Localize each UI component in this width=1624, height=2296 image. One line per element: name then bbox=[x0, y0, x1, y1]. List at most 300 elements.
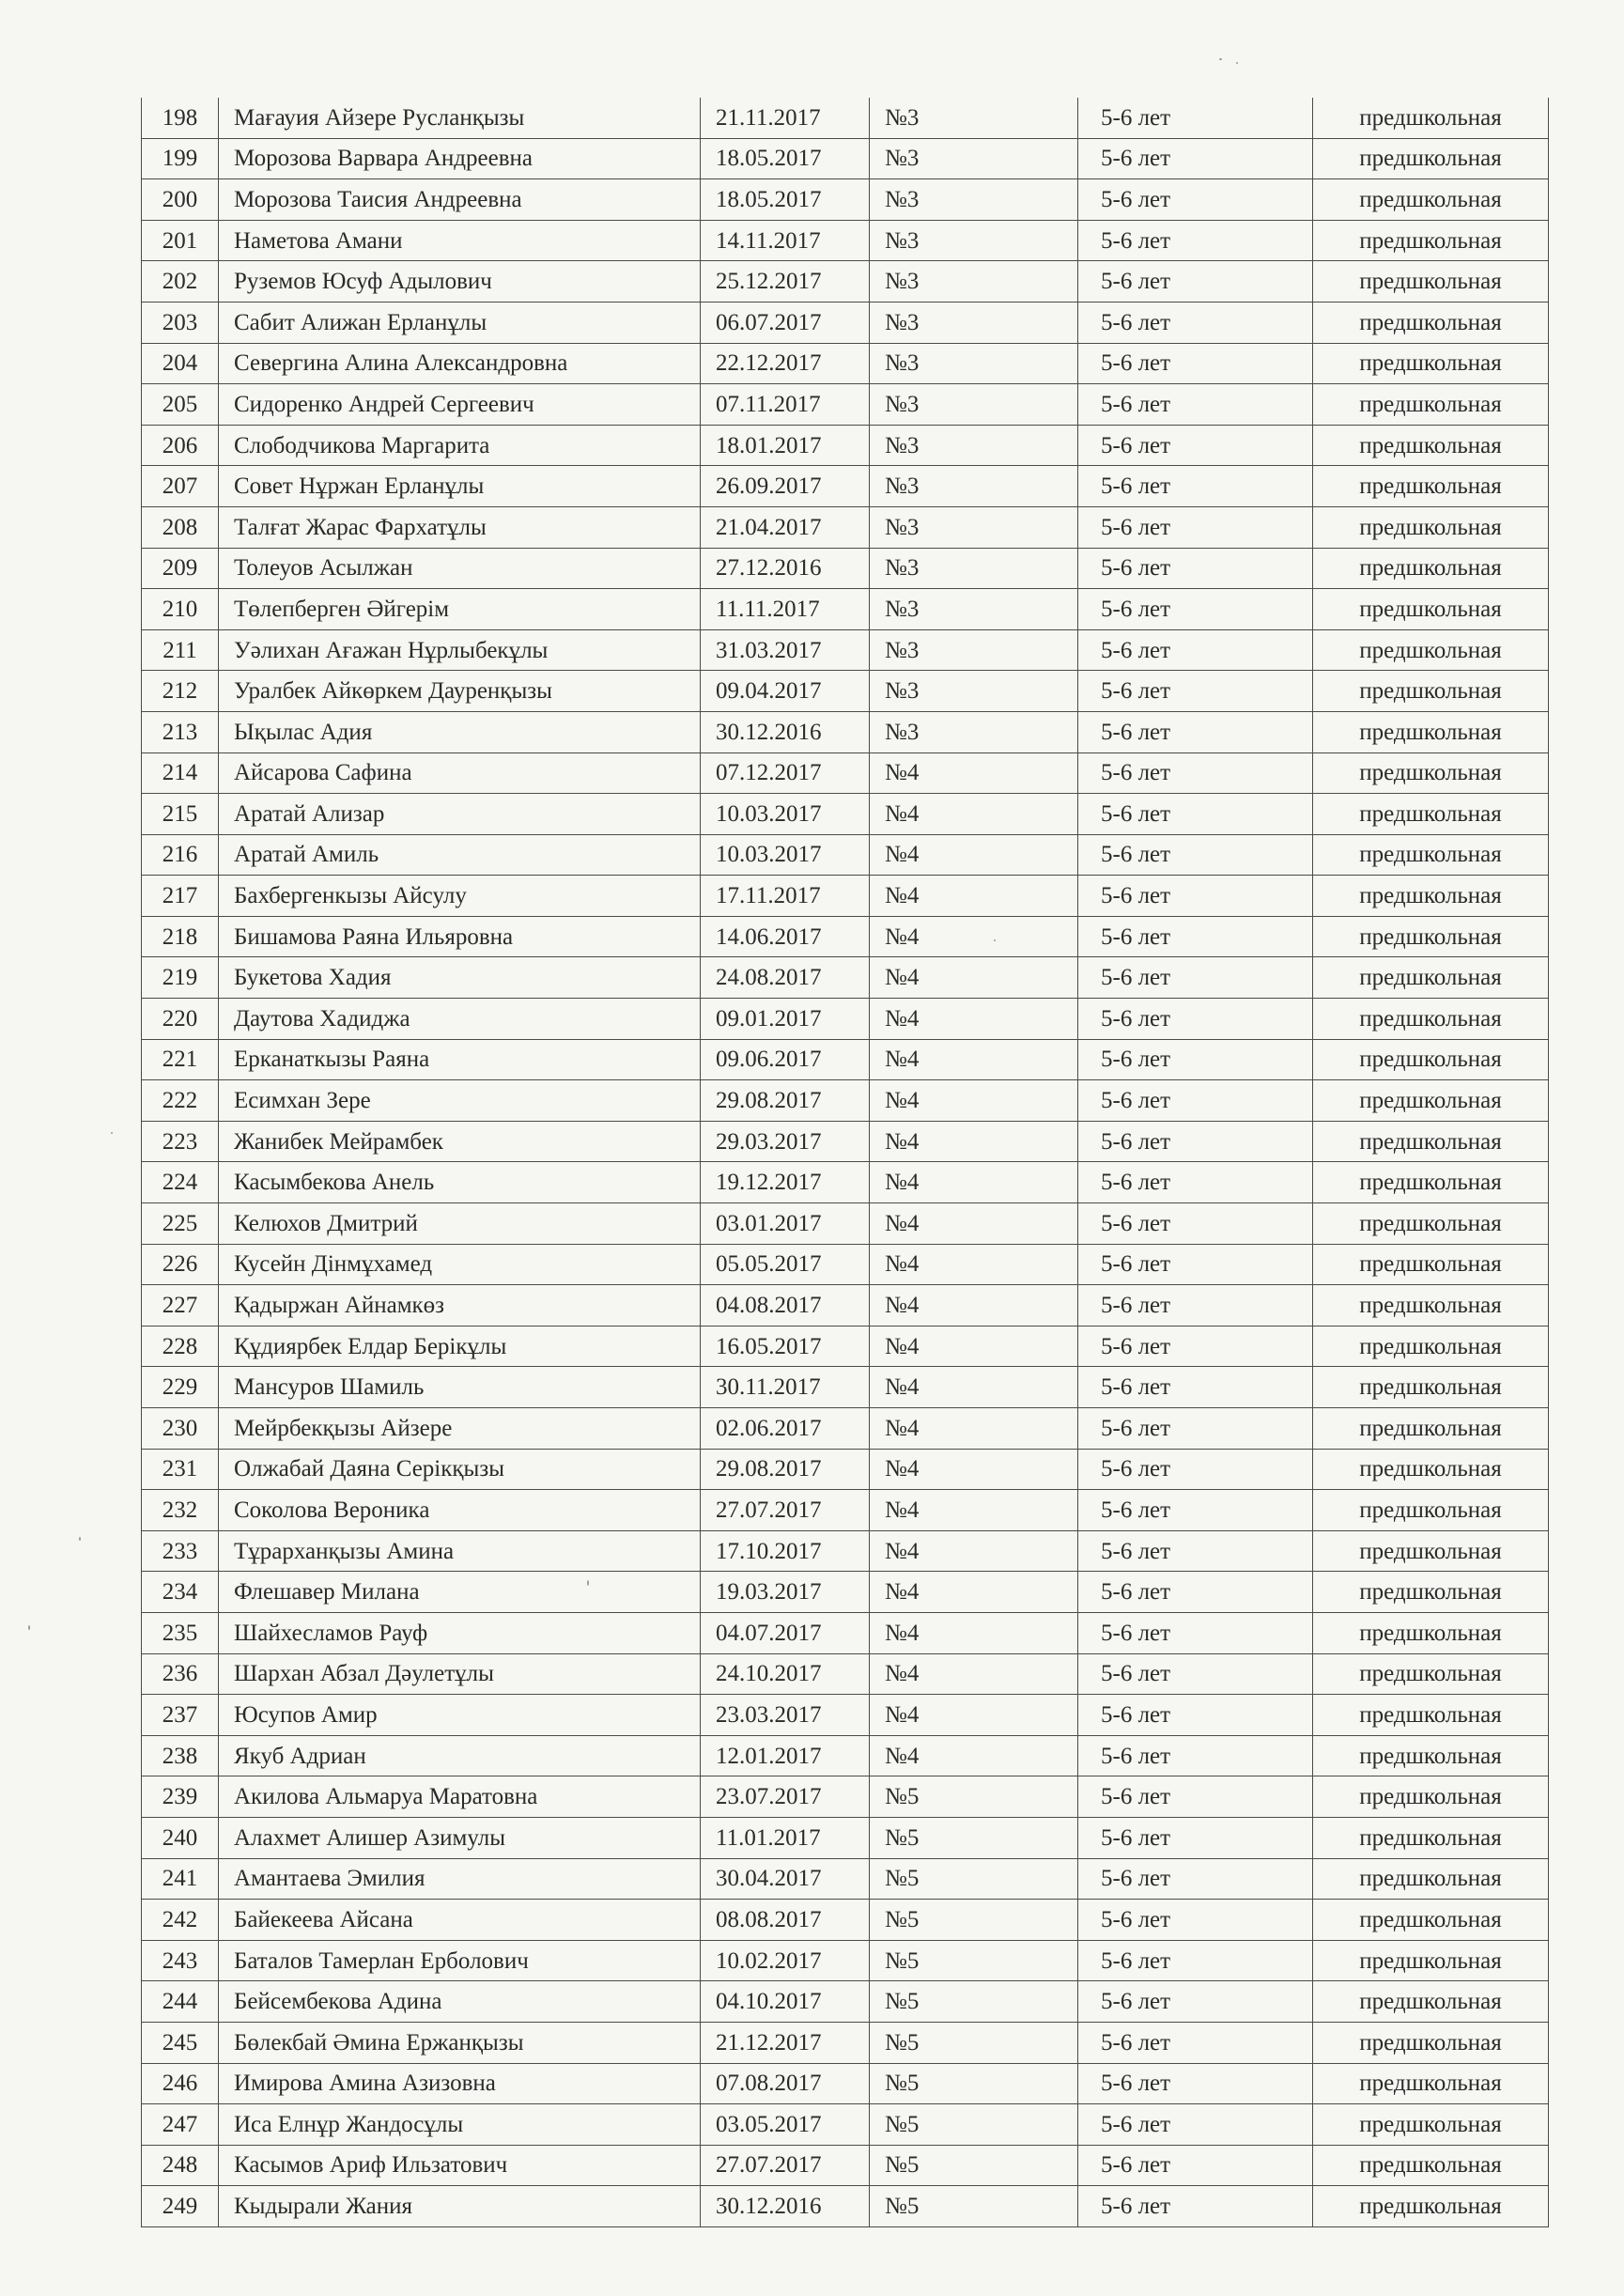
scan-speck bbox=[79, 1537, 81, 1541]
birth-date-cell: 09.04.2017 bbox=[701, 671, 870, 712]
table-row bbox=[142, 1900, 1549, 1941]
child-name-cell: Флешавер Милана bbox=[219, 1572, 701, 1613]
birth-date-cell: 21.11.2017 bbox=[701, 98, 870, 138]
age-range-cell: 5-6 лет bbox=[1078, 1039, 1313, 1080]
birth-date-cell: 03.01.2017 bbox=[701, 1203, 870, 1245]
age-range-cell: 5-6 лет bbox=[1078, 1080, 1313, 1122]
birth-date-cell: 10.03.2017 bbox=[701, 794, 870, 835]
child-name-cell: Шайхесламов Рауф bbox=[219, 1612, 701, 1653]
age-range-cell: 5-6 лет bbox=[1078, 1244, 1313, 1285]
group-type-cell: предшкольная bbox=[1313, 220, 1549, 261]
group-number-cell: №4 bbox=[870, 1449, 1078, 1490]
child-name-cell: Уәлихан Ағажан Нұрлыбекұлы bbox=[219, 629, 701, 671]
row-number-cell: 211 bbox=[142, 629, 219, 671]
child-name-cell: Уралбек Айкөркем Дауренқызы bbox=[219, 671, 701, 712]
birth-date-cell: 30.11.2017 bbox=[701, 1367, 870, 1408]
group-type-cell: предшкольная bbox=[1313, 1490, 1549, 1531]
row-number-cell: 203 bbox=[142, 302, 219, 343]
table-row bbox=[142, 1449, 1549, 1490]
child-name-cell: Мағауия Айзере Русланқызы bbox=[219, 98, 701, 138]
age-range-cell: 5-6 лет bbox=[1078, 1817, 1313, 1858]
age-range-cell: 5-6 лет bbox=[1078, 1900, 1313, 1941]
group-type-cell: предшкольная bbox=[1313, 2063, 1549, 2104]
table-row bbox=[142, 2145, 1549, 2186]
child-name-cell: Наметова Амани bbox=[219, 220, 701, 261]
group-number-cell: №5 bbox=[870, 2022, 1078, 2063]
birth-date-cell: 19.03.2017 bbox=[701, 1572, 870, 1613]
row-number-cell: 208 bbox=[142, 506, 219, 548]
table-row bbox=[142, 629, 1549, 671]
age-range-cell: 5-6 лет bbox=[1078, 1408, 1313, 1450]
group-number-cell: №4 bbox=[870, 1612, 1078, 1653]
group-type-cell: предшкольная bbox=[1313, 794, 1549, 835]
birth-date-cell: 23.03.2017 bbox=[701, 1695, 870, 1736]
age-range-cell: 5-6 лет bbox=[1078, 1776, 1313, 1818]
birth-date-cell: 27.07.2017 bbox=[701, 1490, 870, 1531]
group-type-cell: предшкольная bbox=[1313, 466, 1549, 507]
age-range-cell: 5-6 лет bbox=[1078, 2104, 1313, 2146]
child-name-cell: Ықылас Адия bbox=[219, 711, 701, 752]
age-range-cell: 5-6 лет bbox=[1078, 548, 1313, 589]
child-name-cell: Акилова Альмаруа Маратовна bbox=[219, 1776, 701, 1818]
child-name-cell: Есимхан Зере bbox=[219, 1080, 701, 1122]
row-number-cell: 215 bbox=[142, 794, 219, 835]
birth-date-cell: 04.10.2017 bbox=[701, 1981, 870, 2023]
row-number-cell: 224 bbox=[142, 1162, 219, 1203]
child-name-cell: Жанибек Мейрамбек bbox=[219, 1121, 701, 1162]
age-range-cell: 5-6 лет bbox=[1078, 506, 1313, 548]
age-range-cell: 5-6 лет bbox=[1078, 1490, 1313, 1531]
row-number-cell: 237 bbox=[142, 1695, 219, 1736]
row-number-cell: 242 bbox=[142, 1900, 219, 1941]
table-row bbox=[142, 1530, 1549, 1572]
table-row bbox=[142, 1367, 1549, 1408]
birth-date-cell: 19.12.2017 bbox=[701, 1162, 870, 1203]
age-range-cell: 5-6 лет bbox=[1078, 220, 1313, 261]
child-name-cell: Касымбекова Анель bbox=[219, 1162, 701, 1203]
group-type-cell: предшкольная bbox=[1313, 1776, 1549, 1818]
child-name-cell: Олжабай Даяна Серікқызы bbox=[219, 1449, 701, 1490]
group-number-cell: №3 bbox=[870, 220, 1078, 261]
birth-date-cell: 10.02.2017 bbox=[701, 1940, 870, 1981]
group-number-cell: №3 bbox=[870, 589, 1078, 630]
child-name-cell: Мейрбекқызы Айзере bbox=[219, 1408, 701, 1450]
group-type-cell: предшкольная bbox=[1313, 302, 1549, 343]
age-range-cell: 5-6 лет bbox=[1078, 876, 1313, 917]
child-name-cell: Алахмет Алишер Азимулы bbox=[219, 1817, 701, 1858]
child-name-cell: Имирова Амина Азизовна bbox=[219, 2063, 701, 2104]
age-range-cell: 5-6 лет bbox=[1078, 1326, 1313, 1367]
group-number-cell: №4 bbox=[870, 876, 1078, 917]
scan-speck bbox=[28, 1625, 30, 1630]
group-number-cell: №5 bbox=[870, 1858, 1078, 1900]
birth-date-cell: 06.07.2017 bbox=[701, 302, 870, 343]
group-number-cell: №4 bbox=[870, 1285, 1078, 1326]
age-range-cell: 5-6 лет bbox=[1078, 1285, 1313, 1326]
row-number-cell: 209 bbox=[142, 548, 219, 589]
table-row bbox=[142, 138, 1549, 179]
group-type-cell: предшкольная bbox=[1313, 1408, 1549, 1450]
child-name-cell: Талғат Жарас Фархатұлы bbox=[219, 506, 701, 548]
group-type-cell: предшкольная bbox=[1313, 98, 1549, 138]
group-type-cell: предшкольная bbox=[1313, 671, 1549, 712]
age-range-cell: 5-6 лет bbox=[1078, 425, 1313, 466]
row-number-cell: 233 bbox=[142, 1530, 219, 1572]
age-range-cell: 5-6 лет bbox=[1078, 261, 1313, 303]
group-number-cell: №3 bbox=[870, 466, 1078, 507]
row-number-cell: 201 bbox=[142, 220, 219, 261]
group-number-cell: №3 bbox=[870, 711, 1078, 752]
child-name-cell: Иса Елнұр Жандосұлы bbox=[219, 2104, 701, 2146]
birth-date-cell: 09.01.2017 bbox=[701, 999, 870, 1040]
group-type-cell: предшкольная bbox=[1313, 916, 1549, 957]
table-row bbox=[142, 1121, 1549, 1162]
group-number-cell: №3 bbox=[870, 343, 1078, 384]
age-range-cell: 5-6 лет bbox=[1078, 1735, 1313, 1776]
age-range-cell: 5-6 лет bbox=[1078, 1612, 1313, 1653]
row-number-cell: 240 bbox=[142, 1817, 219, 1858]
group-number-cell: №5 bbox=[870, 1981, 1078, 2023]
group-type-cell: предшкольная bbox=[1313, 548, 1549, 589]
row-number-cell: 216 bbox=[142, 834, 219, 876]
group-type-cell: предшкольная bbox=[1313, 2145, 1549, 2186]
birth-date-cell: 11.11.2017 bbox=[701, 589, 870, 630]
group-number-cell: №4 bbox=[870, 794, 1078, 835]
birth-date-cell: 27.07.2017 bbox=[701, 2145, 870, 2186]
age-range-cell: 5-6 лет bbox=[1078, 629, 1313, 671]
table-row bbox=[142, 343, 1549, 384]
birth-date-cell: 07.11.2017 bbox=[701, 384, 870, 426]
group-type-cell: предшкольная bbox=[1313, 343, 1549, 384]
group-type-cell: предшкольная bbox=[1313, 876, 1549, 917]
table-row bbox=[142, 1940, 1549, 1981]
child-name-cell: Кусейн Дінмұхамед bbox=[219, 1244, 701, 1285]
group-number-cell: №4 bbox=[870, 1203, 1078, 1245]
birth-date-cell: 04.08.2017 bbox=[701, 1285, 870, 1326]
table-row bbox=[142, 1203, 1549, 1245]
table-row bbox=[142, 1285, 1549, 1326]
table-row bbox=[142, 1039, 1549, 1080]
group-type-cell: предшкольная bbox=[1313, 384, 1549, 426]
group-type-cell: предшкольная bbox=[1313, 261, 1549, 303]
table-row bbox=[142, 1612, 1549, 1653]
age-range-cell: 5-6 лет bbox=[1078, 1940, 1313, 1981]
age-range-cell: 5-6 лет bbox=[1078, 1203, 1313, 1245]
child-name-cell: Совет Нұржан Ерланұлы bbox=[219, 466, 701, 507]
group-number-cell: №3 bbox=[870, 548, 1078, 589]
birth-date-cell: 23.07.2017 bbox=[701, 1776, 870, 1818]
age-range-cell: 5-6 лет bbox=[1078, 1162, 1313, 1203]
group-type-cell: предшкольная bbox=[1313, 1612, 1549, 1653]
age-range-cell: 5-6 лет bbox=[1078, 1981, 1313, 2023]
age-range-cell: 5-6 лет bbox=[1078, 98, 1313, 138]
row-number-cell: 235 bbox=[142, 1612, 219, 1653]
row-number-cell: 238 bbox=[142, 1735, 219, 1776]
group-type-cell: предшкольная bbox=[1313, 1530, 1549, 1572]
table-row bbox=[142, 466, 1549, 507]
row-number-cell: 219 bbox=[142, 957, 219, 999]
child-name-cell: Юсупов Амир bbox=[219, 1695, 701, 1736]
table-row bbox=[142, 1735, 1549, 1776]
age-range-cell: 5-6 лет bbox=[1078, 589, 1313, 630]
child-name-cell: Аратай Амиль bbox=[219, 834, 701, 876]
group-number-cell: №5 bbox=[870, 2186, 1078, 2227]
table-row bbox=[142, 916, 1549, 957]
row-number-cell: 212 bbox=[142, 671, 219, 712]
group-type-cell: предшкольная bbox=[1313, 1695, 1549, 1736]
group-type-cell: предшкольная bbox=[1313, 1858, 1549, 1900]
child-name-cell: Бишамова Раяна Ильяровна bbox=[219, 916, 701, 957]
row-number-cell: 202 bbox=[142, 261, 219, 303]
group-number-cell: №4 bbox=[870, 1490, 1078, 1531]
birth-date-cell: 27.12.2016 bbox=[701, 548, 870, 589]
child-name-cell: Севергина Алина Александровна bbox=[219, 343, 701, 384]
table-row bbox=[142, 2063, 1549, 2104]
child-name-cell: Мансуров Шамиль bbox=[219, 1367, 701, 1408]
birth-date-cell: 26.09.2017 bbox=[701, 466, 870, 507]
table-row bbox=[142, 98, 1549, 138]
child-name-cell: Төлепберген Әйгерім bbox=[219, 589, 701, 630]
child-name-cell: Даутова Хадиджа bbox=[219, 999, 701, 1040]
birth-date-cell: 14.11.2017 bbox=[701, 220, 870, 261]
scan-speck bbox=[1236, 62, 1238, 64]
row-number-cell: 204 bbox=[142, 343, 219, 384]
group-number-cell: №4 bbox=[870, 1735, 1078, 1776]
table-row bbox=[142, 1981, 1549, 2023]
child-name-cell: Руземов Юсуф Адылович bbox=[219, 261, 701, 303]
table-row bbox=[142, 220, 1549, 261]
birth-date-cell: 24.08.2017 bbox=[701, 957, 870, 999]
age-range-cell: 5-6 лет bbox=[1078, 1858, 1313, 1900]
group-number-cell: №3 bbox=[870, 138, 1078, 179]
birth-date-cell: 09.06.2017 bbox=[701, 1039, 870, 1080]
child-name-cell: Толеуов Асылжан bbox=[219, 548, 701, 589]
group-number-cell: №4 bbox=[870, 957, 1078, 999]
child-name-cell: Амантаева Эмилия bbox=[219, 1858, 701, 1900]
birth-date-cell: 21.12.2017 bbox=[701, 2022, 870, 2063]
group-number-cell: №5 bbox=[870, 1900, 1078, 1941]
table-row bbox=[142, 876, 1549, 917]
group-type-cell: предшкольная bbox=[1313, 506, 1549, 548]
table-row bbox=[142, 425, 1549, 466]
birth-date-cell: 30.04.2017 bbox=[701, 1858, 870, 1900]
table-row bbox=[142, 261, 1549, 303]
table-row bbox=[142, 711, 1549, 752]
table-row bbox=[142, 1408, 1549, 1450]
row-number-cell: 207 bbox=[142, 466, 219, 507]
table-row bbox=[142, 999, 1549, 1040]
row-number-cell: 227 bbox=[142, 1285, 219, 1326]
group-type-cell: предшкольная bbox=[1313, 1203, 1549, 1245]
table-row bbox=[142, 1572, 1549, 1613]
row-number-cell: 232 bbox=[142, 1490, 219, 1531]
group-type-cell: предшкольная bbox=[1313, 1367, 1549, 1408]
group-type-cell: предшкольная bbox=[1313, 138, 1549, 179]
birth-date-cell: 02.06.2017 bbox=[701, 1408, 870, 1450]
age-range-cell: 5-6 лет bbox=[1078, 711, 1313, 752]
table-row bbox=[142, 506, 1549, 548]
row-number-cell: 225 bbox=[142, 1203, 219, 1245]
group-number-cell: №3 bbox=[870, 98, 1078, 138]
group-number-cell: №5 bbox=[870, 2145, 1078, 2186]
table-row bbox=[142, 1080, 1549, 1122]
row-number-cell: 198 bbox=[142, 98, 219, 138]
age-range-cell: 5-6 лет bbox=[1078, 343, 1313, 384]
group-number-cell: №4 bbox=[870, 916, 1078, 957]
child-name-cell: Келюхов Дмитрий bbox=[219, 1203, 701, 1245]
row-number-cell: 241 bbox=[142, 1858, 219, 1900]
group-number-cell: №4 bbox=[870, 1653, 1078, 1695]
group-number-cell: №4 bbox=[870, 1530, 1078, 1572]
age-range-cell: 5-6 лет bbox=[1078, 179, 1313, 221]
row-number-cell: 221 bbox=[142, 1039, 219, 1080]
table-row bbox=[142, 589, 1549, 630]
row-number-cell: 217 bbox=[142, 876, 219, 917]
group-number-cell: №5 bbox=[870, 2104, 1078, 2146]
birth-date-cell: 29.03.2017 bbox=[701, 1121, 870, 1162]
age-range-cell: 5-6 лет bbox=[1078, 384, 1313, 426]
child-name-cell: Сабит Алижан Ерланұлы bbox=[219, 302, 701, 343]
group-type-cell: предшкольная bbox=[1313, 752, 1549, 794]
group-type-cell: предшкольная bbox=[1313, 1244, 1549, 1285]
row-number-cell: 243 bbox=[142, 1940, 219, 1981]
group-type-cell: предшкольная bbox=[1313, 1285, 1549, 1326]
birth-date-cell: 18.01.2017 bbox=[701, 425, 870, 466]
table-row bbox=[142, 1653, 1549, 1695]
table-row bbox=[142, 1817, 1549, 1858]
table-row bbox=[142, 302, 1549, 343]
row-number-cell: 249 bbox=[142, 2186, 219, 2227]
group-type-cell: предшкольная bbox=[1313, 629, 1549, 671]
birth-date-cell: 10.03.2017 bbox=[701, 834, 870, 876]
group-number-cell: №4 bbox=[870, 999, 1078, 1040]
group-type-cell: предшкольная bbox=[1313, 1817, 1549, 1858]
row-number-cell: 213 bbox=[142, 711, 219, 752]
birth-date-cell: 29.08.2017 bbox=[701, 1080, 870, 1122]
birth-date-cell: 21.04.2017 bbox=[701, 506, 870, 548]
group-type-cell: предшкольная bbox=[1313, 2022, 1549, 2063]
birth-date-cell: 17.11.2017 bbox=[701, 876, 870, 917]
row-number-cell: 230 bbox=[142, 1408, 219, 1450]
group-number-cell: №5 bbox=[870, 1940, 1078, 1981]
age-range-cell: 5-6 лет bbox=[1078, 1121, 1313, 1162]
birth-date-cell: 11.01.2017 bbox=[701, 1817, 870, 1858]
group-type-cell: предшкольная bbox=[1313, 1653, 1549, 1695]
group-type-cell: предшкольная bbox=[1313, 179, 1549, 221]
age-range-cell: 5-6 лет bbox=[1078, 671, 1313, 712]
age-range-cell: 5-6 лет bbox=[1078, 1367, 1313, 1408]
age-range-cell: 5-6 лет bbox=[1078, 1572, 1313, 1613]
group-type-cell: предшкольная bbox=[1313, 1449, 1549, 1490]
group-number-cell: №5 bbox=[870, 1817, 1078, 1858]
group-type-cell: предшкольная bbox=[1313, 957, 1549, 999]
birth-date-cell: 24.10.2017 bbox=[701, 1653, 870, 1695]
child-name-cell: Сидоренко Андрей Сергеевич bbox=[219, 384, 701, 426]
group-number-cell: №4 bbox=[870, 834, 1078, 876]
group-number-cell: №5 bbox=[870, 2063, 1078, 2104]
child-name-cell: Соколова Вероника bbox=[219, 1490, 701, 1531]
child-name-cell: Құдиярбек Елдар Берікұлы bbox=[219, 1326, 701, 1367]
birth-date-cell: 03.05.2017 bbox=[701, 2104, 870, 2146]
row-number-cell: 229 bbox=[142, 1367, 219, 1408]
row-number-cell: 228 bbox=[142, 1326, 219, 1367]
scan-speck bbox=[1219, 58, 1222, 60]
row-number-cell: 236 bbox=[142, 1653, 219, 1695]
age-range-cell: 5-6 лет bbox=[1078, 1449, 1313, 1490]
row-number-cell: 247 bbox=[142, 2104, 219, 2146]
child-name-cell: Касымов Ариф Ильзатович bbox=[219, 2145, 701, 2186]
age-range-cell: 5-6 лет bbox=[1078, 2022, 1313, 2063]
child-name-cell: Морозова Варвара Андреевна bbox=[219, 138, 701, 179]
child-name-cell: Букетова Хадия bbox=[219, 957, 701, 999]
group-number-cell: №4 bbox=[870, 1039, 1078, 1080]
group-number-cell: №4 bbox=[870, 1695, 1078, 1736]
table-row bbox=[142, 834, 1549, 876]
birth-date-cell: 16.05.2017 bbox=[701, 1326, 870, 1367]
row-number-cell: 205 bbox=[142, 384, 219, 426]
group-number-cell: №3 bbox=[870, 261, 1078, 303]
group-number-cell: №4 bbox=[870, 1367, 1078, 1408]
group-type-cell: предшкольная bbox=[1313, 2104, 1549, 2146]
child-name-cell: Кыдырали Жания bbox=[219, 2186, 701, 2227]
age-range-cell: 5-6 лет bbox=[1078, 752, 1313, 794]
roster-body bbox=[142, 98, 1549, 2226]
child-name-cell: Морозова Таисия Андреевна bbox=[219, 179, 701, 221]
table-row bbox=[142, 1326, 1549, 1367]
group-type-cell: предшкольная bbox=[1313, 1039, 1549, 1080]
age-range-cell: 5-6 лет bbox=[1078, 2145, 1313, 2186]
table-row bbox=[142, 1858, 1549, 1900]
group-number-cell: №4 bbox=[870, 1326, 1078, 1367]
group-type-cell: предшкольная bbox=[1313, 1326, 1549, 1367]
birth-date-cell: 08.08.2017 bbox=[701, 1900, 870, 1941]
child-name-cell: Айсарова Сафина bbox=[219, 752, 701, 794]
age-range-cell: 5-6 лет bbox=[1078, 999, 1313, 1040]
group-number-cell: №3 bbox=[870, 302, 1078, 343]
table-row bbox=[142, 1776, 1549, 1818]
birth-date-cell: 07.08.2017 bbox=[701, 2063, 870, 2104]
group-number-cell: №3 bbox=[870, 384, 1078, 426]
group-number-cell: №4 bbox=[870, 1080, 1078, 1122]
birth-date-cell: 04.07.2017 bbox=[701, 1612, 870, 1653]
table-row bbox=[142, 1162, 1549, 1203]
group-type-cell: предшкольная bbox=[1313, 1121, 1549, 1162]
row-number-cell: 245 bbox=[142, 2022, 219, 2063]
child-name-cell: Баталов Тамерлан Ерболович bbox=[219, 1940, 701, 1981]
group-number-cell: №4 bbox=[870, 1408, 1078, 1450]
row-number-cell: 248 bbox=[142, 2145, 219, 2186]
birth-date-cell: 30.12.2016 bbox=[701, 2186, 870, 2227]
row-number-cell: 200 bbox=[142, 179, 219, 221]
table-row bbox=[142, 752, 1549, 794]
age-range-cell: 5-6 лет bbox=[1078, 466, 1313, 507]
birth-date-cell: 05.05.2017 bbox=[701, 1244, 870, 1285]
birth-date-cell: 30.12.2016 bbox=[701, 711, 870, 752]
table-row bbox=[142, 384, 1549, 426]
row-number-cell: 246 bbox=[142, 2063, 219, 2104]
row-number-cell: 226 bbox=[142, 1244, 219, 1285]
age-range-cell: 5-6 лет bbox=[1078, 1530, 1313, 1572]
age-range-cell: 5-6 лет bbox=[1078, 302, 1313, 343]
table-row bbox=[142, 2104, 1549, 2146]
table-row bbox=[142, 1695, 1549, 1736]
child-name-cell: Байекеева Айсана bbox=[219, 1900, 701, 1941]
row-number-cell: 231 bbox=[142, 1449, 219, 1490]
group-type-cell: предшкольная bbox=[1313, 1900, 1549, 1941]
birth-date-cell: 31.03.2017 bbox=[701, 629, 870, 671]
row-number-cell: 218 bbox=[142, 916, 219, 957]
group-number-cell: №4 bbox=[870, 1121, 1078, 1162]
